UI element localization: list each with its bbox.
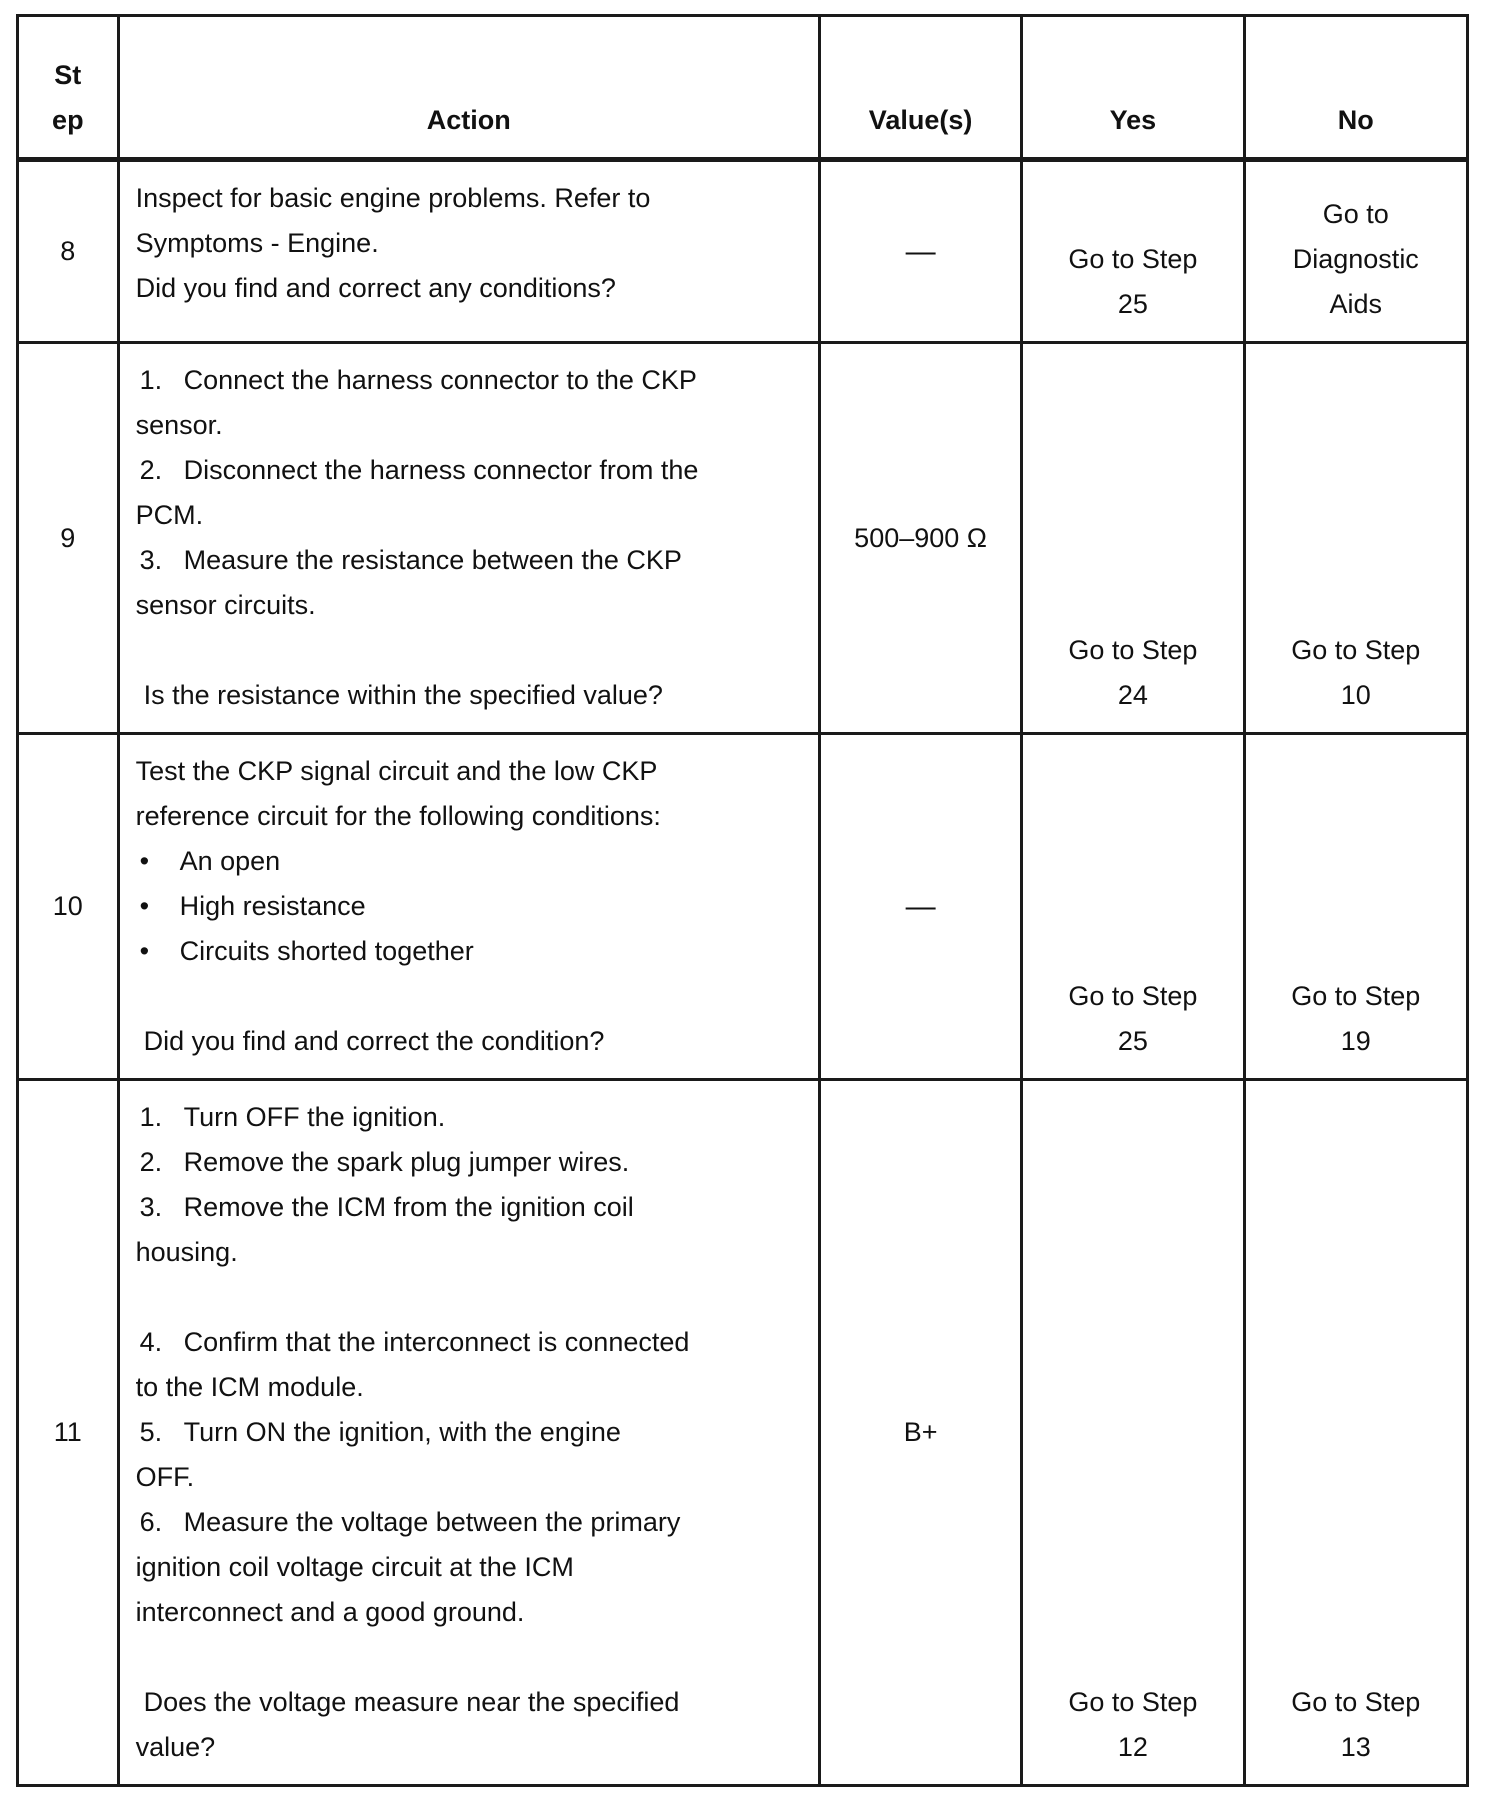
item-text: sensor. <box>135 410 223 440</box>
item-number: 5. <box>139 1417 163 1447</box>
item-number: 4. <box>139 1327 163 1357</box>
no-cell <box>1244 160 1467 343</box>
yes-step: 25 <box>1117 1026 1148 1056</box>
action-cell <box>118 734 819 1080</box>
step-number: 11 <box>18 1080 119 1786</box>
table-row-step-8 <box>18 160 1468 343</box>
item-number: 1. <box>139 1102 163 1132</box>
step-number: 8 <box>18 160 119 343</box>
action-item <box>136 358 802 403</box>
header-no: No <box>1244 16 1467 160</box>
no-text: Go to Step <box>1291 981 1421 1011</box>
no-cell <box>1244 1080 1467 1786</box>
item-text: Measure the resistance between the CKP <box>183 545 682 575</box>
header-step <box>18 16 119 160</box>
no-step: 13 <box>1340 1732 1371 1762</box>
item-text: Measure the voltage between the primary <box>183 1507 681 1537</box>
item-text: Remove the spark plug jumper wires. <box>183 1147 630 1177</box>
bullet-icon: • <box>139 891 150 921</box>
no-cell <box>1244 343 1467 734</box>
action-text: Symptoms - Engine. <box>135 228 379 258</box>
item-text: sensor circuits. <box>135 590 316 620</box>
item-text: ignition coil voltage circuit at the ICM <box>135 1552 574 1582</box>
action-item <box>136 448 802 493</box>
table-row-step-10 <box>18 734 1468 1080</box>
spacer <box>136 1275 802 1320</box>
action-item <box>136 1140 802 1185</box>
step-number: 9 <box>18 343 119 734</box>
no-text: Aids <box>1329 289 1383 319</box>
header-row <box>18 16 1468 160</box>
bullet-text: An open <box>179 846 281 876</box>
item-number: 2. <box>139 1147 163 1177</box>
action-cell <box>118 343 819 734</box>
action-question: Does the voltage measure near the specified <box>143 1687 680 1717</box>
action-item <box>136 1185 802 1230</box>
bullet-text: Circuits shorted together <box>179 936 474 966</box>
action-cell <box>118 160 819 343</box>
item-text: Turn OFF the ignition. <box>183 1102 446 1132</box>
item-text: housing. <box>135 1237 238 1267</box>
item-text: OFF. <box>135 1462 195 1492</box>
header-step-line-1: St <box>54 60 82 90</box>
spacer <box>136 974 802 1019</box>
item-text: Confirm that the interconnect is connected <box>183 1327 690 1357</box>
action-item <box>136 1095 802 1140</box>
yes-text: Go to Step <box>1068 1687 1198 1717</box>
item-text: Remove the ICM from the ignition coil <box>183 1192 634 1222</box>
no-step: 10 <box>1340 680 1371 710</box>
action-text: Test the CKP signal circuit and the low CKP <box>135 756 658 786</box>
action-cell <box>118 1080 819 1786</box>
no-cell <box>1244 734 1467 1080</box>
action-item <box>136 1320 802 1365</box>
item-text: Connect the harness connector to the CKP <box>183 365 697 395</box>
value-cell: B+ <box>819 1080 1021 1786</box>
action-question: value? <box>135 1732 216 1762</box>
yes-cell <box>1022 160 1244 343</box>
yes-cell <box>1022 1080 1244 1786</box>
header-action: Action <box>118 16 819 160</box>
bullet-item <box>136 929 802 974</box>
yes-step: 24 <box>1117 680 1148 710</box>
yes-cell <box>1022 343 1244 734</box>
header-step-line-2: ep <box>52 105 84 135</box>
action-item <box>136 538 802 583</box>
action-item <box>136 1410 802 1455</box>
no-text: Go to Step <box>1291 1687 1421 1717</box>
item-text: Turn ON the ignition, with the engine <box>183 1417 621 1447</box>
item-text: to the ICM module. <box>135 1372 364 1402</box>
action-question: Is the resistance within the specified value? <box>143 680 663 710</box>
action-text: Inspect for basic engine problems. Refer to <box>135 183 651 213</box>
bullet-icon: • <box>139 936 150 966</box>
header-values: Value(s) <box>819 16 1021 160</box>
value-cell: 500–900 Ω <box>819 343 1021 734</box>
yes-cell <box>1022 734 1244 1080</box>
no-text: Go to <box>1322 199 1389 229</box>
header-yes: Yes <box>1022 16 1244 160</box>
item-text: Disconnect the harness connector from the <box>183 455 699 485</box>
spacer <box>136 628 802 673</box>
item-number: 1. <box>139 365 163 395</box>
bullet-icon: • <box>139 846 150 876</box>
action-question: Did you find and correct any conditions? <box>135 273 616 303</box>
item-number: 6. <box>139 1507 163 1537</box>
yes-text: Go to Step <box>1068 244 1198 274</box>
table-row-step-11 <box>18 1080 1468 1786</box>
yes-step: 12 <box>1117 1732 1148 1762</box>
item-number: 3. <box>139 1192 163 1222</box>
step-number: 10 <box>18 734 119 1080</box>
action-question: Did you find and correct the condition? <box>143 1026 605 1056</box>
no-step: 19 <box>1340 1026 1371 1056</box>
yes-step: 25 <box>1117 289 1148 319</box>
value-cell: — <box>819 734 1021 1080</box>
action-item <box>136 1500 802 1545</box>
spacer <box>136 1635 802 1680</box>
action-text: reference circuit for the following conditions: <box>135 801 661 831</box>
bullet-item <box>136 839 802 884</box>
diagnostic-table <box>16 14 1469 1787</box>
yes-text: Go to Step <box>1068 981 1198 1011</box>
item-text: PCM. <box>135 500 204 530</box>
value-cell: — <box>819 160 1021 343</box>
item-text: interconnect and a good ground. <box>135 1597 525 1627</box>
bullet-item <box>136 884 802 929</box>
no-text: Go to Step <box>1291 635 1421 665</box>
item-number: 2. <box>139 455 163 485</box>
item-number: 3. <box>139 545 163 575</box>
bullet-text: High resistance <box>179 891 366 921</box>
table-row-step-9 <box>18 343 1468 734</box>
yes-text: Go to Step <box>1068 635 1198 665</box>
no-text: Diagnostic <box>1292 244 1419 274</box>
